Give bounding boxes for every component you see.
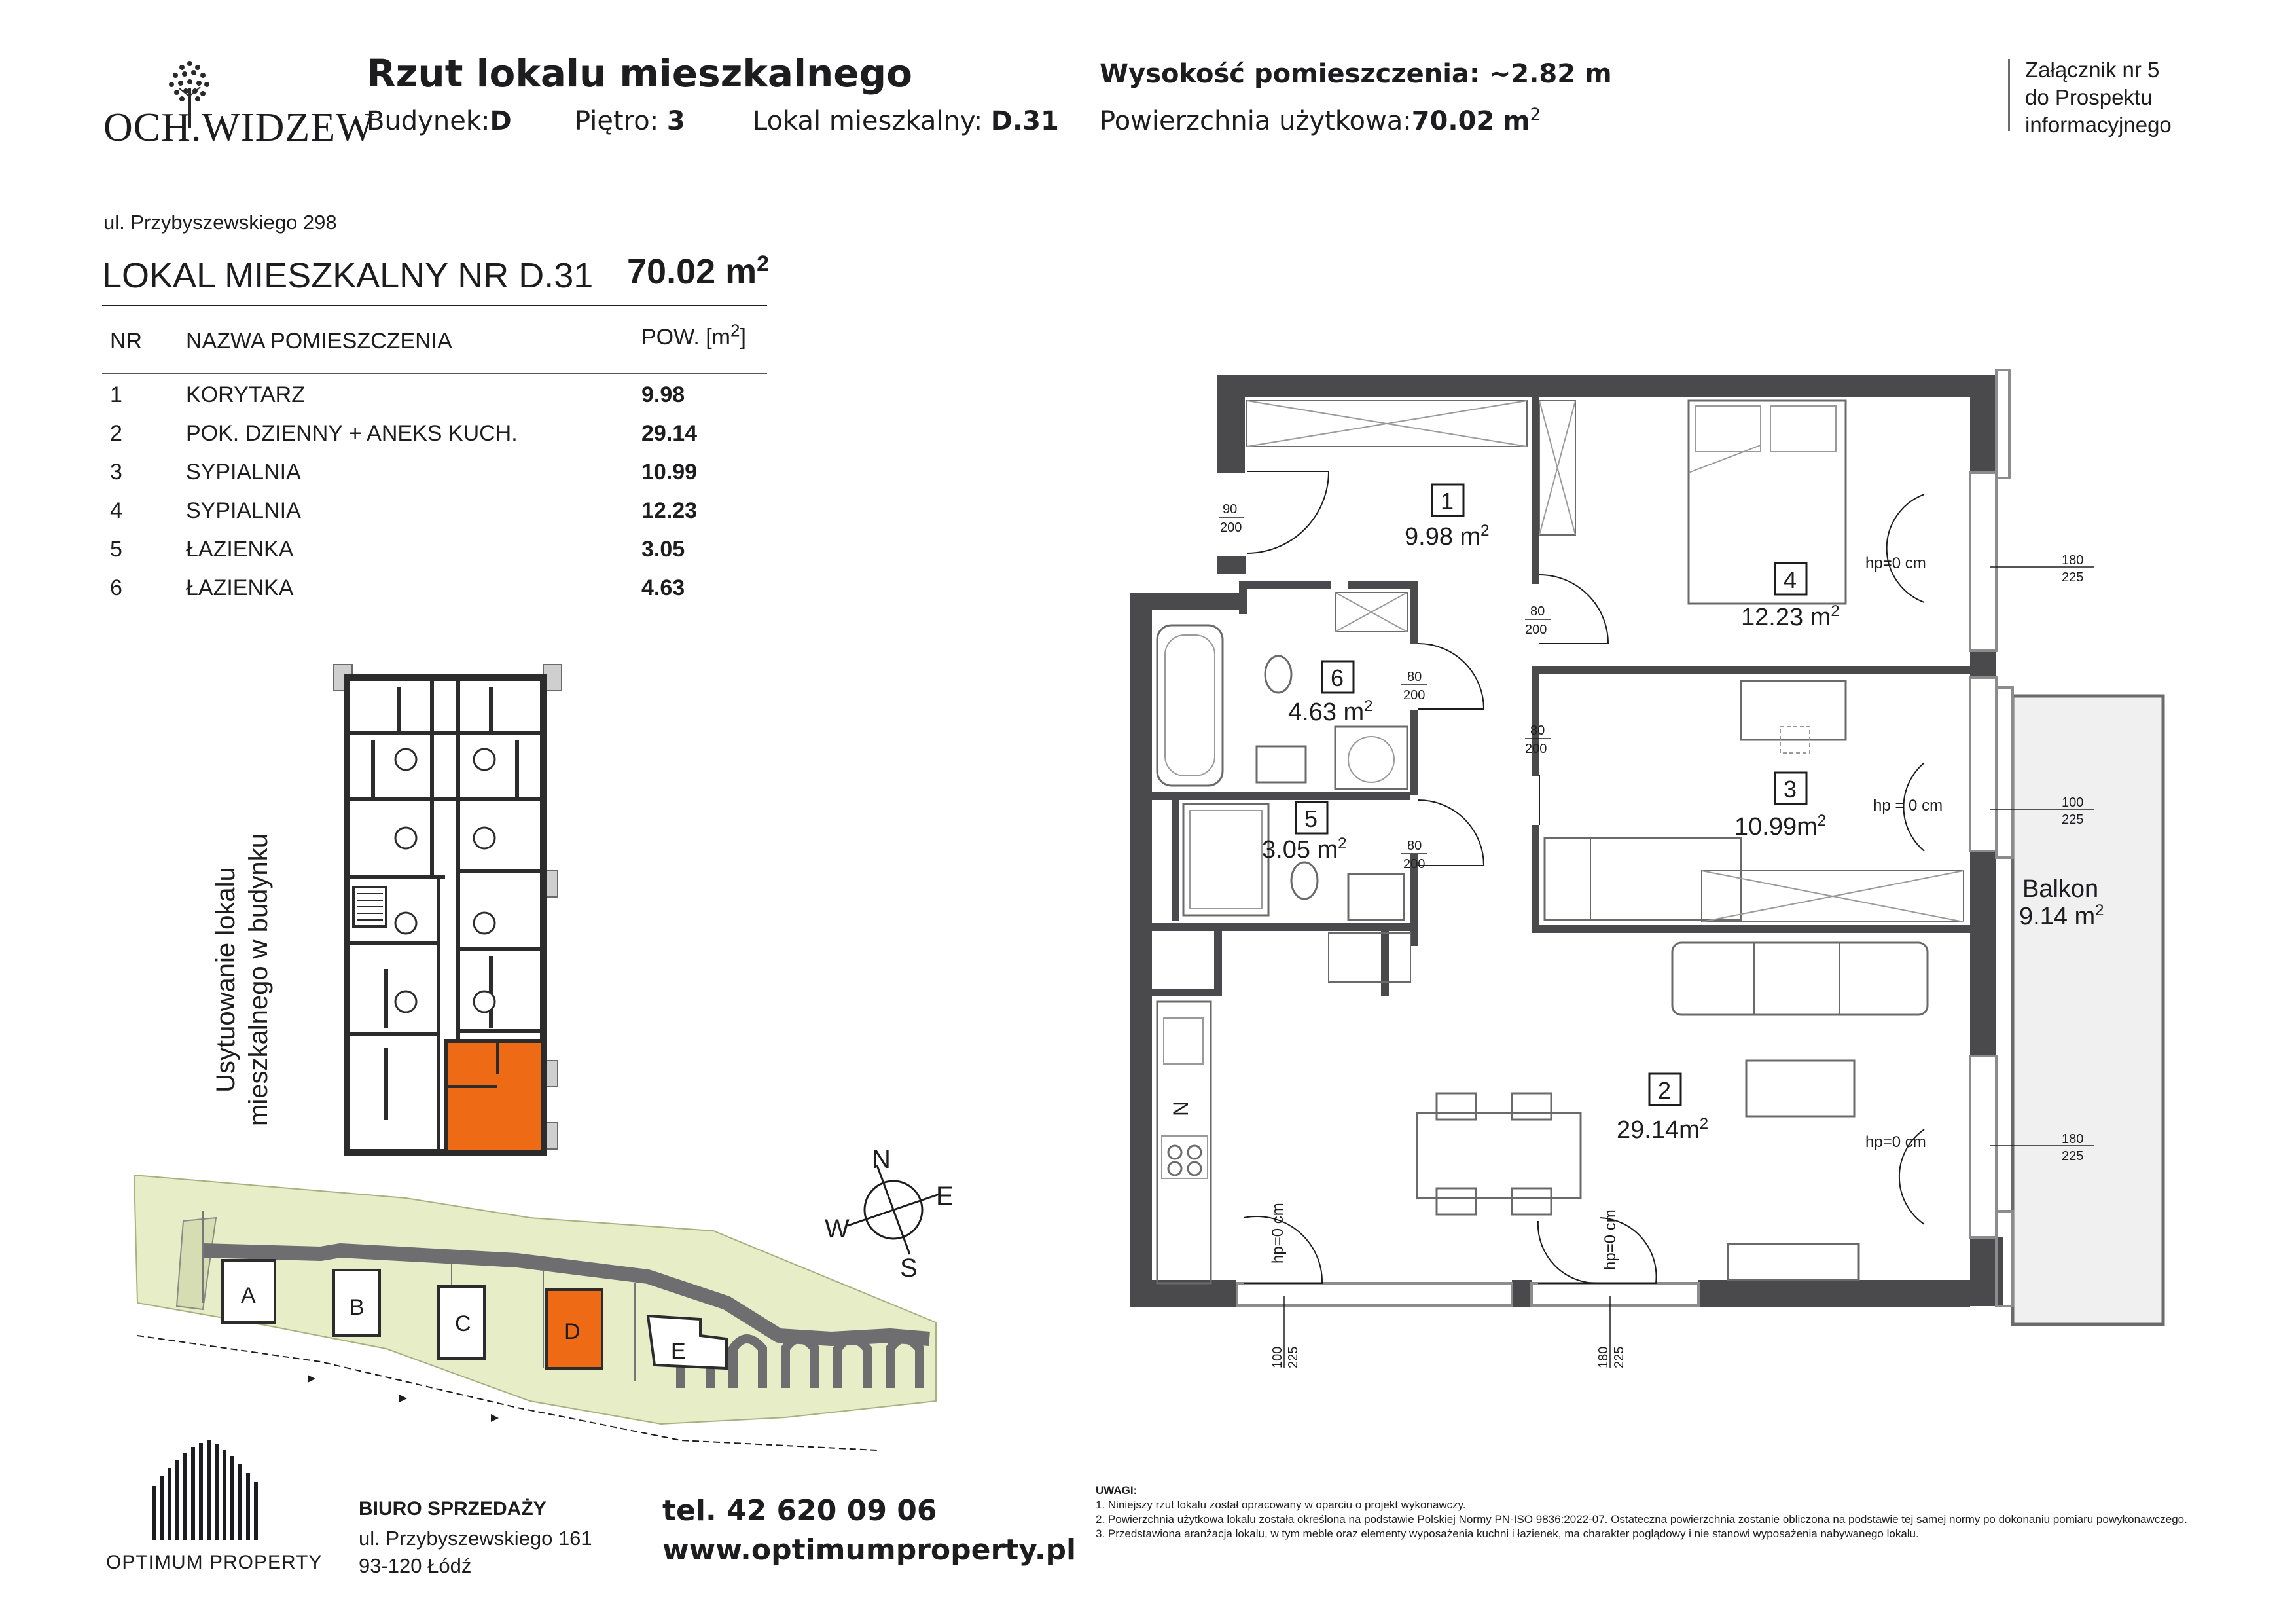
- table-row-area: 9.98: [641, 382, 685, 407]
- table-row-nr: 5: [110, 537, 122, 562]
- unit-info: Lokal mieszkalny: D.31: [753, 106, 1059, 136]
- balcony-area: 9.14 $m^2$: [2019, 902, 2104, 930]
- table-row-name: SYPIALNIA: [186, 498, 301, 523]
- door-dim: 180: [2062, 1132, 2084, 1146]
- table-row-area: 29.14: [641, 421, 698, 446]
- room-number: 6: [1331, 665, 1344, 691]
- table-row-nr: 1: [110, 382, 122, 407]
- door-dim: 80: [1407, 670, 1422, 684]
- page-title: Rzut lokalu mieszkalnego: [367, 51, 912, 96]
- room-number: 4: [1784, 566, 1797, 593]
- door-dim: 200: [1525, 623, 1547, 637]
- balcony-label: Balkon: [2022, 875, 2099, 903]
- compass-w: W: [825, 1214, 850, 1243]
- unit-title: LOKAL MIESZKALNY NR D.31: [102, 256, 594, 295]
- table-row-area: 3.05: [641, 537, 685, 562]
- building-label: C: [455, 1311, 471, 1336]
- company-name: OPTIMUM PROPERTY: [106, 1552, 323, 1573]
- col-nr: NR: [110, 329, 143, 354]
- door-dim: 80: [1530, 604, 1545, 619]
- door-dim: 225: [2062, 812, 2084, 827]
- note-item: 1. Niniejszy rzut lokalu został opracowany w oparciu o projekt wykonawczy.: [1096, 1499, 1466, 1511]
- door-dim: 200: [1403, 857, 1426, 871]
- col-name: NAZWA POMIESZCZENIA: [186, 329, 452, 354]
- table-row-name: POK. DZIENNY + ANEKS KUCH.: [186, 421, 518, 446]
- room-number: 5: [1304, 805, 1318, 832]
- building-label: A: [241, 1283, 256, 1308]
- room-area: $29.14m^2$: [1617, 1115, 1709, 1144]
- fridge-mark: N: [1169, 1101, 1193, 1116]
- door-dim: 225: [2062, 570, 2084, 585]
- note-item: 3. Przedstawiona aranżacja lokalu, w tym meble oraz elementy wyposażenia kuchni i łazienek, ma charakter poglądowy i nie stanowi wyposażenia nabywanego lokalu.: [1096, 1527, 1919, 1540]
- table-row-name: KORYTARZ: [186, 382, 305, 407]
- building-info: Budynek:D: [367, 106, 512, 136]
- table-row-nr: 3: [110, 460, 122, 484]
- door-dim: 200: [1525, 742, 1547, 756]
- header-rule: [102, 373, 767, 374]
- unit-area: 70.02 $m^2$: [627, 251, 770, 291]
- threshold-label: hp=0 cm: [1865, 1133, 1926, 1151]
- room-area: 3.05 $m^2$: [1262, 835, 1347, 864]
- table-row-area: 12.23: [641, 498, 698, 523]
- office-title: BIURO SPRZEDAŻY: [359, 1498, 547, 1520]
- building-key-plan: [308, 661, 583, 1172]
- building-label: B: [350, 1295, 365, 1320]
- office-street: ul. Przybyszewskiego 161: [359, 1527, 592, 1550]
- header-divider: [2008, 59, 2010, 131]
- website-link[interactable]: www.optimumproperty.pl: [662, 1533, 1077, 1567]
- balcony: [2013, 696, 2163, 1324]
- notes: [1096, 1484, 2195, 1541]
- door-dim: 180: [2062, 553, 2084, 568]
- table-row-area: 4.63: [641, 575, 685, 600]
- table-row-name: ŁAZIENKA: [186, 537, 294, 562]
- address: ul. Przybyszewskiego 298: [103, 211, 337, 234]
- threshold-label: hp=0 cm: [1865, 555, 1926, 572]
- room-area: 12.23 $m^2$: [1741, 602, 1840, 631]
- room-height: Wysokość pomieszczenia: ~2.82 m: [1100, 59, 1612, 89]
- compass-e: E: [936, 1182, 954, 1211]
- highlighted-unit: [446, 1041, 543, 1152]
- threshold-label: hp=0 cm: [1269, 1203, 1287, 1264]
- table-row-name: SYPIALNIA: [186, 460, 301, 484]
- door-dim: 200: [1220, 520, 1242, 535]
- building-label: E: [671, 1339, 686, 1364]
- room-area: 9.98 $m^2$: [1405, 522, 1490, 551]
- door-dim: 80: [1407, 839, 1422, 853]
- phone-link[interactable]: tel. 42 620 09 06: [662, 1494, 937, 1527]
- compass-n: N: [872, 1145, 891, 1174]
- col-area: POW. $[m^2]$: [641, 320, 746, 350]
- notes-title: UWAGI:: [1096, 1484, 1138, 1497]
- annex-note: Załącznik nr 5 do Prospektu informacyjnego: [2025, 58, 2172, 137]
- door-dim: 180: [1596, 1346, 1611, 1368]
- optimum-logo: [145, 1440, 289, 1545]
- door-dim: 225: [1286, 1346, 1300, 1368]
- floor-plan: [1113, 354, 2186, 1375]
- table-row-name: ŁAZIENKA: [186, 575, 294, 600]
- usable-area: Powierzchnia użytkowa:70.02 $m^2$: [1100, 105, 1541, 136]
- table-row-nr: 2: [110, 421, 122, 446]
- room-number: 3: [1784, 776, 1797, 803]
- compass: [812, 1139, 975, 1290]
- room-number: 1: [1441, 488, 1454, 515]
- buildings-logo-icon: [145, 1440, 289, 1545]
- office-city: 93-120 Łódź: [359, 1554, 472, 1577]
- room-area: $10.99m^2$: [1734, 812, 1827, 841]
- door-dim: 80: [1530, 723, 1545, 738]
- threshold-label: hp = 0 cm: [1873, 797, 1943, 814]
- location-label: Usytuowanie lokalu mieszkalnego w budynku: [211, 833, 273, 1126]
- door-dim: 225: [2062, 1149, 2084, 1163]
- door-dim: 100: [2062, 795, 2084, 810]
- room-number: 2: [1658, 1077, 1672, 1104]
- threshold-label: hp=0 cm: [1602, 1209, 1619, 1270]
- door-dim: 90: [1223, 502, 1238, 517]
- title-rule: [102, 305, 767, 306]
- note-item: 2. Powierzchnia użytkowa lokalu została określona na podstawie Polskiej Normy PN-ISO 9836:2022-07. Ostateczna powierzchnia zostanie obliczona na podstawie tej samej normy po dokonaniu pomiaru powykonawczego.: [1096, 1513, 2187, 1525]
- table-row-nr: 6: [110, 575, 122, 600]
- logo-text: OCH.WIDZEW: [103, 105, 375, 150]
- table-row-nr: 4: [110, 498, 122, 523]
- door-dim: 100: [1270, 1346, 1285, 1368]
- room-area: 4.63 $m^2$: [1288, 697, 1373, 726]
- compass-s: S: [900, 1254, 918, 1283]
- floor-info: Piętro: 3: [575, 106, 685, 136]
- door-dim: 225: [1612, 1346, 1626, 1368]
- table-row-area: 10.99: [641, 460, 698, 484]
- building-label: D: [564, 1319, 581, 1344]
- door-dim: 200: [1403, 688, 1426, 702]
